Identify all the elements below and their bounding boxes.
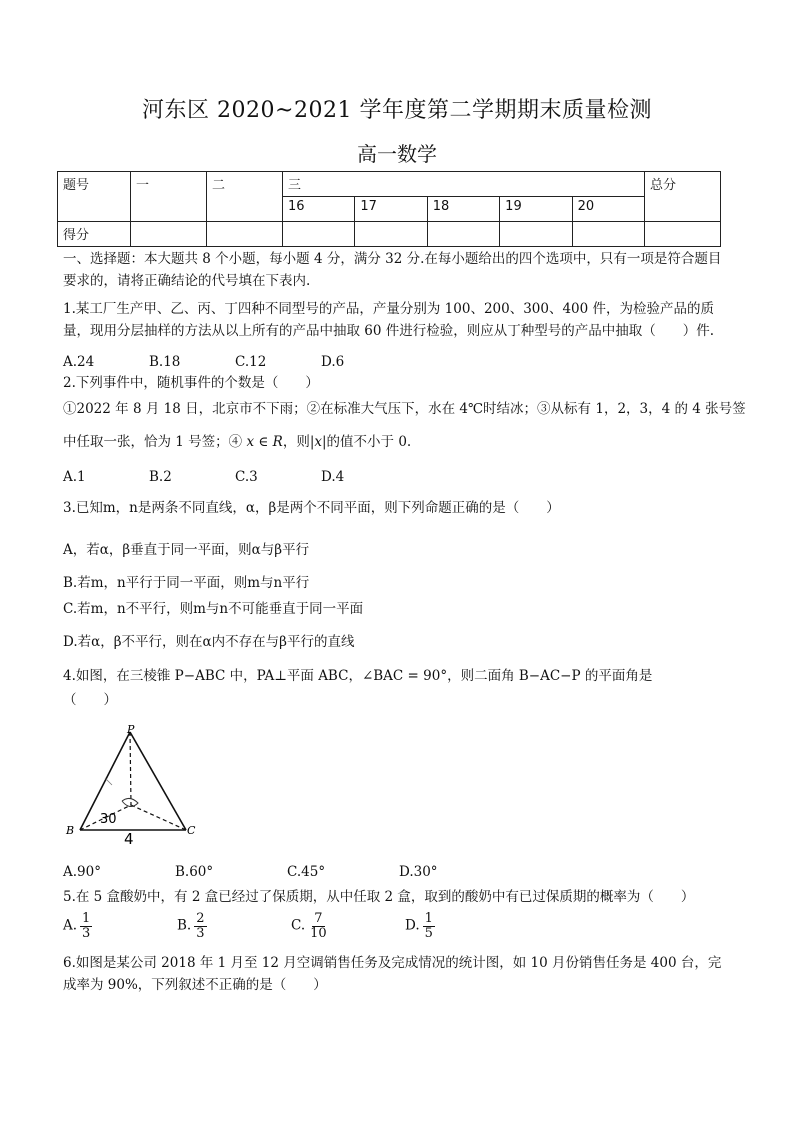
vertex-p-label: P [127, 723, 135, 736]
q5-option-b-label: B. [177, 917, 192, 934]
q6-text: 6.如图是某公司 2018 年 1 月至 12 月空调销售任务及完成情况的统计图，如 10 月份销售任务是 400 台，完成率为 90%，下列叙述不正确的是（ ） [63, 955, 722, 993]
q2-option-a[interactable]: A.1 [63, 469, 86, 485]
sub-cell-20: 20 [572, 197, 644, 222]
score-input-part2[interactable] [207, 222, 283, 247]
hand-note-30: 30 [100, 812, 117, 827]
q2-math-x-in-r: x ∈ R [246, 434, 283, 450]
q5-option-b[interactable] [177, 912, 291, 940]
fraction [423, 912, 435, 940]
fraction [80, 912, 92, 940]
q5-option-a-label: A. [63, 917, 78, 934]
q3-option-a[interactable]: A，若α，β垂直于同一平面，则α与β平行 [63, 542, 310, 558]
header-cell-total: 总分 [645, 172, 721, 222]
q2-line2 [63, 436, 411, 450]
subject-title: 高一数学 [357, 142, 437, 166]
edge-pa [130, 732, 131, 805]
vertex-c-label: C [187, 824, 196, 837]
angle-mark [122, 798, 138, 806]
fraction [308, 912, 329, 940]
header-cell-part3: 三 [283, 172, 645, 197]
sub-cell-19: 19 [500, 197, 572, 222]
score-input-16[interactable] [283, 222, 355, 247]
q5-option-c-label: C. [291, 917, 306, 934]
q1-option-d[interactable]: D.6 [321, 354, 345, 370]
q4-line2: （ ） [63, 692, 117, 708]
sub-cell-18: 18 [427, 197, 499, 222]
numerator: 2 [196, 911, 205, 926]
score-input-19[interactable] [500, 222, 572, 247]
edge-pc [130, 732, 186, 830]
header-cell-number: 题号 [58, 172, 131, 222]
q5-stem: 5.在 5 盒酸奶中，有 2 盒已经过了保质期，从中任取 2 盒，取到的酸奶中有已过保质期的概率为（ ） [63, 889, 695, 905]
section1-intro: 一、选择题：本大题共 8 个小题，每小题 4 分，满分 32 分.在每小题给出的四个选项中，只有一项是符合题目要求的，请将正确结论的代号填在下表内. [63, 251, 722, 289]
q5-option-a[interactable] [63, 912, 177, 940]
vertex-b-label: B [66, 824, 75, 837]
score-row-label: 得分 [58, 222, 131, 247]
q2-line1: ①2022 年 8 月 18 日，北京市不下雨；②在标准大气压下，水在 4℃时结冰；③从标有 1，2，3，4 的 4 张号签 [63, 401, 746, 417]
score-input-total[interactable] [645, 222, 721, 247]
q1-text: 1.某工厂生产甲、乙、丙、丁四种不同型号的产品，产量分别为 100、200、300、400 件，为检验产品的质量，现用分层抽样的方法从以上所有的产品中抽取 60 件进行检验，则应从丁种型号的产品中抽取（ ）件. [63, 301, 715, 339]
score-table [57, 171, 721, 247]
q4-option-c[interactable]: C.45° [287, 864, 326, 880]
numerator: 1 [424, 911, 433, 926]
q1-option-c[interactable]: C.12 [235, 354, 267, 370]
q5-option-d-label: D. [405, 917, 420, 934]
q2-line2-a: 中任取一张，恰为 1 号签；④ [63, 434, 247, 450]
q3-option-b[interactable]: B.若m，n平行于同一平面，则m与n平行 [63, 575, 310, 591]
q2-stem: 2.下列事件中，随机事件的个数是（ ） [63, 375, 319, 391]
tetrahedron-figure [60, 723, 210, 848]
q3-option-c[interactable]: C.若m，n不平行，则m与n不可能垂直于同一平面 [63, 601, 364, 617]
denominator: 3 [196, 925, 205, 941]
header-cell-part1: 一 [131, 172, 207, 222]
score-input-18[interactable] [427, 222, 499, 247]
edge-ac [131, 805, 186, 830]
page-title: 河东区 2020~2021 学年度第二学期期末质量检测 [142, 98, 652, 123]
q3-option-d[interactable]: D.若α，β不平行，则在α内不存在与β平行的直线 [63, 634, 355, 650]
q1-options [63, 354, 407, 370]
q1-option-a[interactable]: A.24 [63, 354, 95, 370]
denominator: 10 [310, 925, 327, 941]
q5-options [63, 912, 519, 940]
q2-option-b[interactable]: B.2 [149, 469, 172, 485]
score-input-part1[interactable] [131, 222, 207, 247]
q2-option-c[interactable]: C.3 [235, 469, 258, 485]
score-input-20[interactable] [572, 222, 644, 247]
q3-stem: 3.已知m，n是两条不同直线，α，β是两个不同平面，则下列命题正确的是（ ） [63, 500, 560, 516]
q2-option-d[interactable]: D.4 [321, 469, 345, 485]
fraction [194, 912, 206, 940]
denominator: 5 [424, 925, 433, 941]
hand-note-4: 4 [124, 830, 134, 848]
q4-options [63, 864, 485, 880]
q4-option-d[interactable]: D.30° [399, 864, 438, 880]
q2-math-abs-x: |x| [309, 434, 327, 450]
q4-option-b[interactable]: B.60° [175, 864, 214, 880]
score-input-17[interactable] [355, 222, 427, 247]
numerator: 7 [314, 911, 323, 926]
sub-cell-16: 16 [283, 197, 355, 222]
q5-option-d[interactable] [405, 912, 519, 940]
sub-cell-17: 17 [355, 197, 427, 222]
q2-line2-e: 的值不小于 0. [326, 434, 412, 450]
q4-line1: 4.如图，在三棱锥 P−ABC 中，PA⊥平面 ABC，∠BAC = 90°，则二面角 B−AC−P 的平面角是 [63, 668, 653, 684]
hand-mark [105, 778, 112, 785]
q1-option-b[interactable]: B.18 [149, 354, 181, 370]
q2-options [63, 469, 407, 485]
numerator: 1 [82, 911, 91, 926]
q2-line2-c: ，则 [282, 434, 310, 450]
header-cell-part2: 二 [207, 172, 283, 222]
q5-option-c[interactable] [291, 912, 405, 940]
q4-option-a[interactable]: A.90° [63, 864, 101, 880]
denominator: 3 [82, 925, 91, 941]
